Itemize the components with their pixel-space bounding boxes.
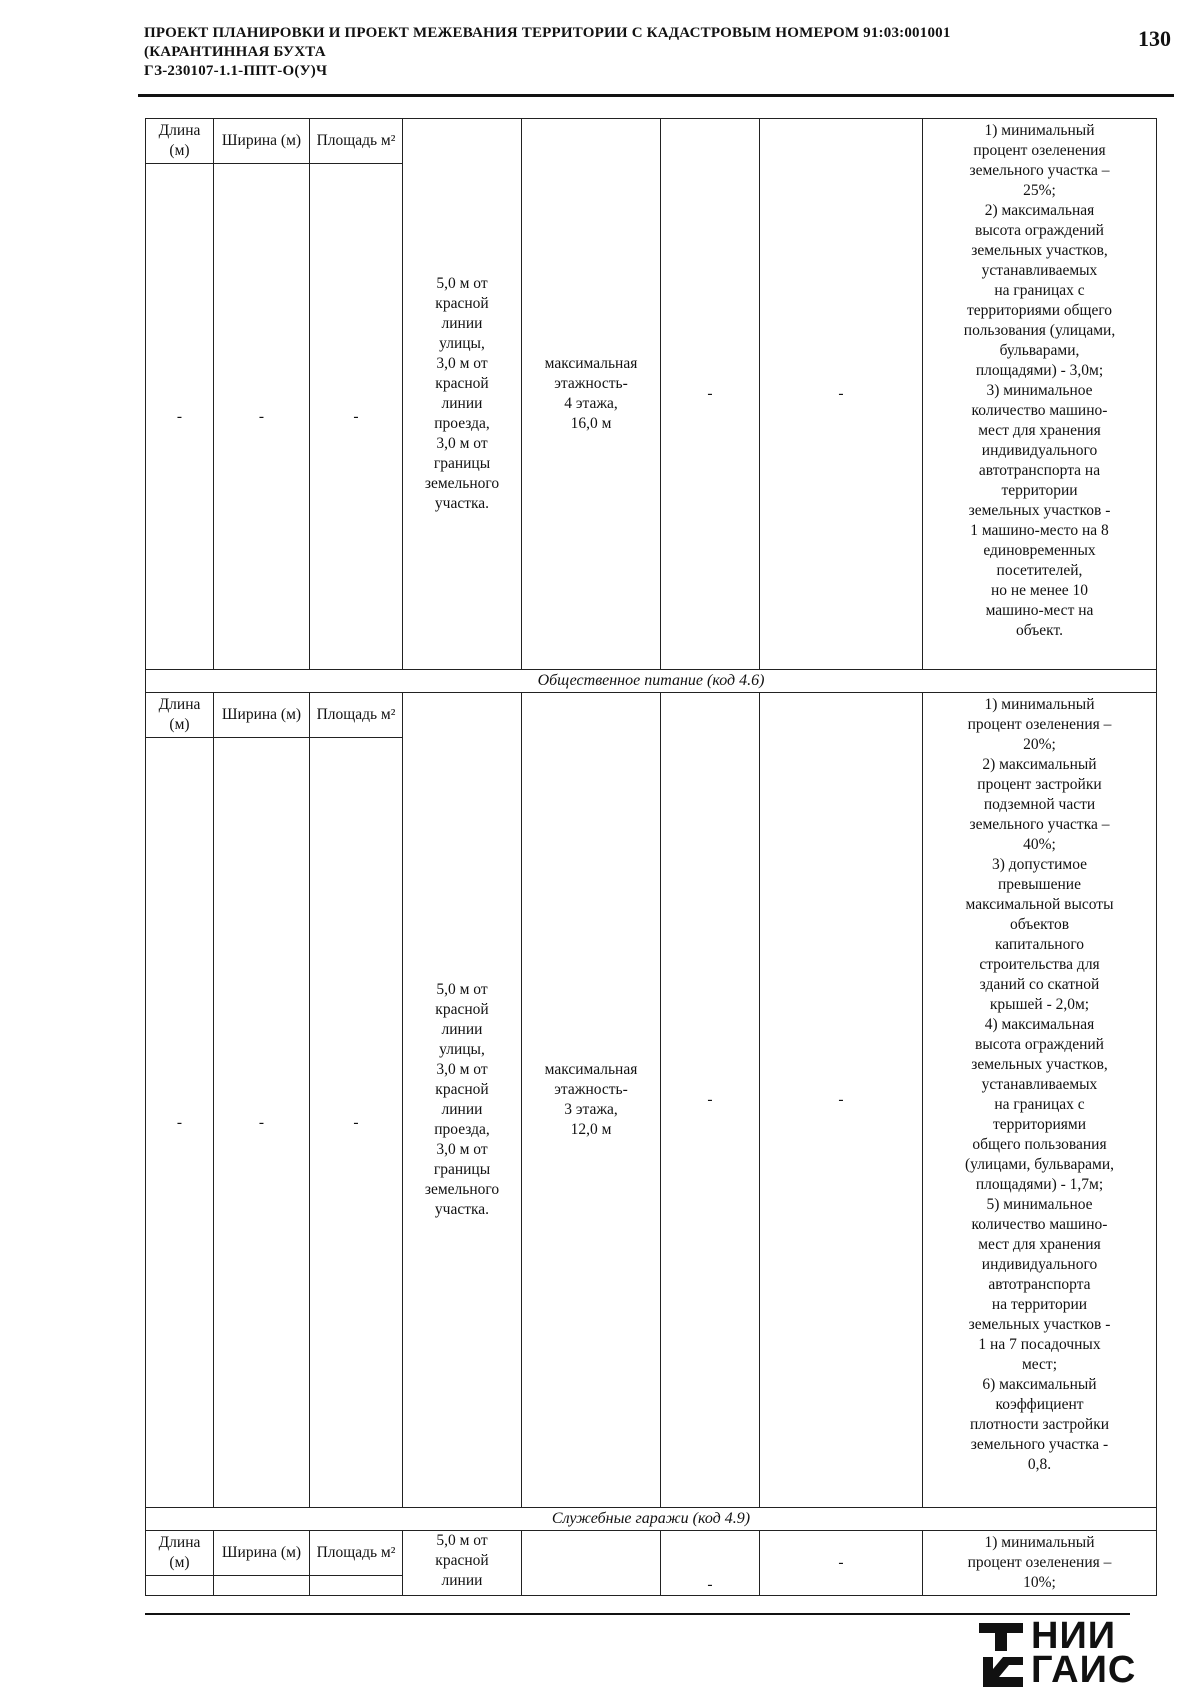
cell-line: индивидуального: [981, 1256, 1098, 1273]
cell-line: 3,0 м от: [436, 1061, 488, 1078]
cell-line: 5,0 м от: [436, 981, 488, 998]
logo-text-line1: НИИ: [1031, 1615, 1117, 1657]
cell-line: 1) минимальный: [984, 696, 1095, 713]
cell-line: крышей - 2,0м;: [989, 996, 1090, 1013]
cell-line: 1 на 7 посадочных: [978, 1336, 1101, 1353]
cell-line: земельных участков -: [968, 1316, 1111, 1333]
cell-line: мест для хранения: [978, 422, 1101, 439]
col6-value: -: [661, 119, 760, 670]
document-header: [144, 24, 1124, 81]
cell-line: высота ограждений: [975, 222, 1104, 239]
section-title: Общественное питание (код 4.6): [146, 670, 1157, 693]
cell-line: строительства для: [979, 956, 1100, 973]
cell-line: этажность-: [554, 1081, 628, 1098]
logo-text-line2: ГАИС: [1031, 1649, 1137, 1691]
header-line-2: (КАРАНТИННАЯ БУХТА: [144, 44, 326, 60]
header-line-3: ГЗ-230107-1.1-ППТ-О(У)Ч: [144, 63, 328, 79]
regulations-table: [145, 118, 1157, 1596]
width-header: Ширина (м): [214, 693, 310, 738]
cell-line: устанавливаемых: [981, 262, 1098, 279]
cell-line: 2) максимальный: [982, 756, 1097, 773]
cell-line: участка.: [434, 1201, 490, 1218]
area-value: -: [310, 738, 403, 1508]
cell-line: плотности застройки: [969, 1416, 1110, 1433]
cell-line: процент озеленения: [973, 142, 1106, 159]
length-header: Длина (м): [146, 1531, 214, 1576]
cell-line: (улицами, бульварами,: [964, 1156, 1115, 1173]
cell-line: единовременных: [983, 542, 1096, 559]
logo-mark-icon: [977, 1617, 1027, 1689]
cell-line: красной: [435, 1081, 489, 1098]
cell-line: 5) минимальное: [986, 1196, 1093, 1213]
length-value: -: [146, 738, 214, 1508]
cell-line: капитального: [994, 936, 1085, 953]
cell-line: коэффициент: [995, 1396, 1084, 1413]
setbacks-cell: [403, 119, 522, 670]
cell-line: линии: [441, 315, 483, 332]
table-row: [146, 693, 1157, 738]
page-number: 130: [1138, 26, 1171, 51]
header-rule: [138, 94, 1174, 97]
cell-line: 4 этажа,: [564, 395, 618, 412]
cell-line: красной: [435, 295, 489, 312]
cell-line: индивидуального: [981, 442, 1098, 459]
cell-line: 3,0 м от: [436, 355, 488, 372]
length-value: [146, 1576, 214, 1596]
width-header: Ширина (м): [214, 1531, 310, 1576]
cell-line: объектов: [1009, 916, 1070, 933]
cell-line: земельных участков -: [968, 502, 1111, 519]
cell-line: этажность-: [554, 375, 628, 392]
cell-line: максимальной высоты: [965, 896, 1114, 913]
cell-line: мест для хранения: [978, 1236, 1101, 1253]
length-header: Длина (м): [146, 119, 214, 164]
cell-line: 40%;: [1023, 836, 1056, 853]
cell-line: земельного участка –: [969, 816, 1110, 833]
cell-line: линии: [441, 1101, 483, 1118]
notes-cell: [923, 693, 1157, 1508]
cell-line: 3,0 м от: [436, 1141, 488, 1158]
cell-line: улицы,: [439, 1041, 485, 1058]
cell-line: зданий со скатной: [979, 976, 1100, 993]
col7-value: -: [760, 693, 923, 1508]
length-header: Длина (м): [146, 693, 214, 738]
cell-line: проезда,: [434, 1121, 490, 1138]
floors-cell: [522, 119, 661, 670]
cell-line: 12,0 м: [570, 1121, 612, 1138]
cell-line: устанавливаемых: [981, 1076, 1098, 1093]
cell-line: пользования (улицами,: [963, 322, 1116, 339]
cell-line: на территории: [991, 1296, 1088, 1313]
col7-value: -: [760, 1531, 923, 1596]
cell-line: линии: [441, 1572, 483, 1589]
table-row: [146, 119, 1157, 164]
section-title: Служебные гаражи (код 4.9): [146, 1508, 1157, 1531]
cell-line: красной: [435, 375, 489, 392]
area-header: Площадь м²: [310, 1531, 403, 1576]
cell-line: автотранспорта на: [978, 462, 1101, 479]
setbacks-cell: [403, 693, 522, 1508]
cell-line: земельного участка –: [969, 162, 1110, 179]
cell-line: границы: [433, 1161, 491, 1178]
width-value: -: [214, 164, 310, 670]
cell-line: высота ограждений: [975, 1036, 1104, 1053]
header-line-1: ПРОЕКТ ПЛАНИРОВКИ И ПРОЕКТ МЕЖЕВАНИЯ ТЕРРИТОРИИ С КАДАСТРОВЫМ НОМЕРОМ 91:03:001001: [144, 25, 951, 41]
cell-line: участка.: [434, 495, 490, 512]
width-value: -: [214, 738, 310, 1508]
area-header: Площадь м²: [310, 119, 403, 164]
width-value: [214, 1576, 310, 1596]
cell-line: 20%;: [1023, 736, 1056, 753]
cell-line: максимальная: [544, 1061, 638, 1078]
cell-line: 16,0 м: [570, 415, 612, 432]
cell-line: 3) минимальное: [986, 382, 1093, 399]
cell-line: территориями: [992, 1116, 1087, 1133]
cell-line: 1) минимальный: [984, 1534, 1095, 1551]
cell-line: на границах с: [994, 1096, 1085, 1113]
cell-line: процент озеленения –: [967, 1554, 1112, 1571]
cell-line: 1 машино-место на 8: [970, 522, 1109, 539]
length-value: -: [146, 164, 214, 670]
floors-cell: [522, 693, 661, 1508]
table-row: [146, 1531, 1157, 1576]
cell-line: территориями общего: [966, 302, 1113, 319]
cell-line: процент озеленения –: [967, 716, 1112, 733]
cell-line: объект.: [1016, 622, 1063, 639]
section-title-row: [146, 1508, 1157, 1531]
cell-line: земельного: [424, 475, 500, 492]
cell-line: 3) допустимое: [991, 856, 1088, 873]
cell-line: 5,0 м от: [436, 1532, 488, 1549]
cell-line: на границах с: [994, 282, 1085, 299]
cell-line: площадями) - 1,7м;: [975, 1176, 1104, 1193]
col7-value: -: [760, 119, 923, 670]
cell-line: 2) максимальная: [984, 202, 1095, 219]
setbacks-cell: [403, 1531, 522, 1596]
col6-value: -: [661, 1531, 760, 1596]
cell-line: 5,0 м от: [436, 275, 488, 292]
cell-line: 3 этажа,: [564, 1101, 618, 1118]
cell-line: линии: [441, 1021, 483, 1038]
cell-line: земельных участков,: [971, 1056, 1108, 1073]
cell-line: мест;: [1021, 1356, 1058, 1373]
cell-line: 25%;: [1023, 182, 1056, 199]
cell-line: максимальная: [544, 355, 638, 372]
cell-line: 10%;: [1023, 1574, 1056, 1591]
notes-cell: [923, 119, 1157, 670]
section-title-row: [146, 670, 1157, 693]
cell-line: количество машино-: [971, 402, 1108, 419]
cell-line: 3,0 м от: [436, 435, 488, 452]
cell-line: земельного: [424, 1181, 500, 1198]
col6-value: -: [661, 693, 760, 1508]
cell-line: улицы,: [439, 335, 485, 352]
cell-line: но не менее 10: [990, 582, 1089, 599]
nii-gais-logo: [977, 1617, 1157, 1689]
cell-line: земельных участков,: [971, 242, 1108, 259]
cell-line: 6) максимальный: [982, 1376, 1097, 1393]
floors-cell: [522, 1531, 661, 1596]
cell-line: красной: [435, 1552, 489, 1569]
cell-line: площадями) - 3,0м;: [975, 362, 1104, 379]
cell-line: количество машино-: [971, 1216, 1108, 1233]
notes-cell: [923, 1531, 1157, 1596]
area-value: [310, 1576, 403, 1596]
cell-line: границы: [433, 455, 491, 472]
cell-line: посетителей,: [996, 562, 1083, 579]
cell-line: машино-мест на: [985, 602, 1094, 619]
width-header: Ширина (м): [214, 119, 310, 164]
cell-line: общего пользования: [972, 1136, 1107, 1153]
cell-line: земельного участка -: [970, 1436, 1109, 1453]
area-value: -: [310, 164, 403, 670]
cell-line: подземной части: [983, 796, 1096, 813]
cell-line: территории: [1001, 482, 1078, 499]
cell-line: 0,8.: [1027, 1456, 1052, 1473]
cell-line: превышение: [998, 876, 1081, 893]
cell-line: автотранспорта: [988, 1276, 1091, 1293]
cell-line: 4) максимальная: [984, 1016, 1095, 1033]
cell-line: процент застройки: [977, 776, 1102, 793]
cell-line: линии: [441, 395, 483, 412]
cell-line: бульварами,: [999, 342, 1080, 359]
area-header: Площадь м²: [310, 693, 403, 738]
cell-line: красной: [435, 1001, 489, 1018]
footer-rule: [145, 1613, 1130, 1615]
cell-line: 1) минимальный: [984, 122, 1095, 139]
cell-line: проезда,: [434, 415, 490, 432]
